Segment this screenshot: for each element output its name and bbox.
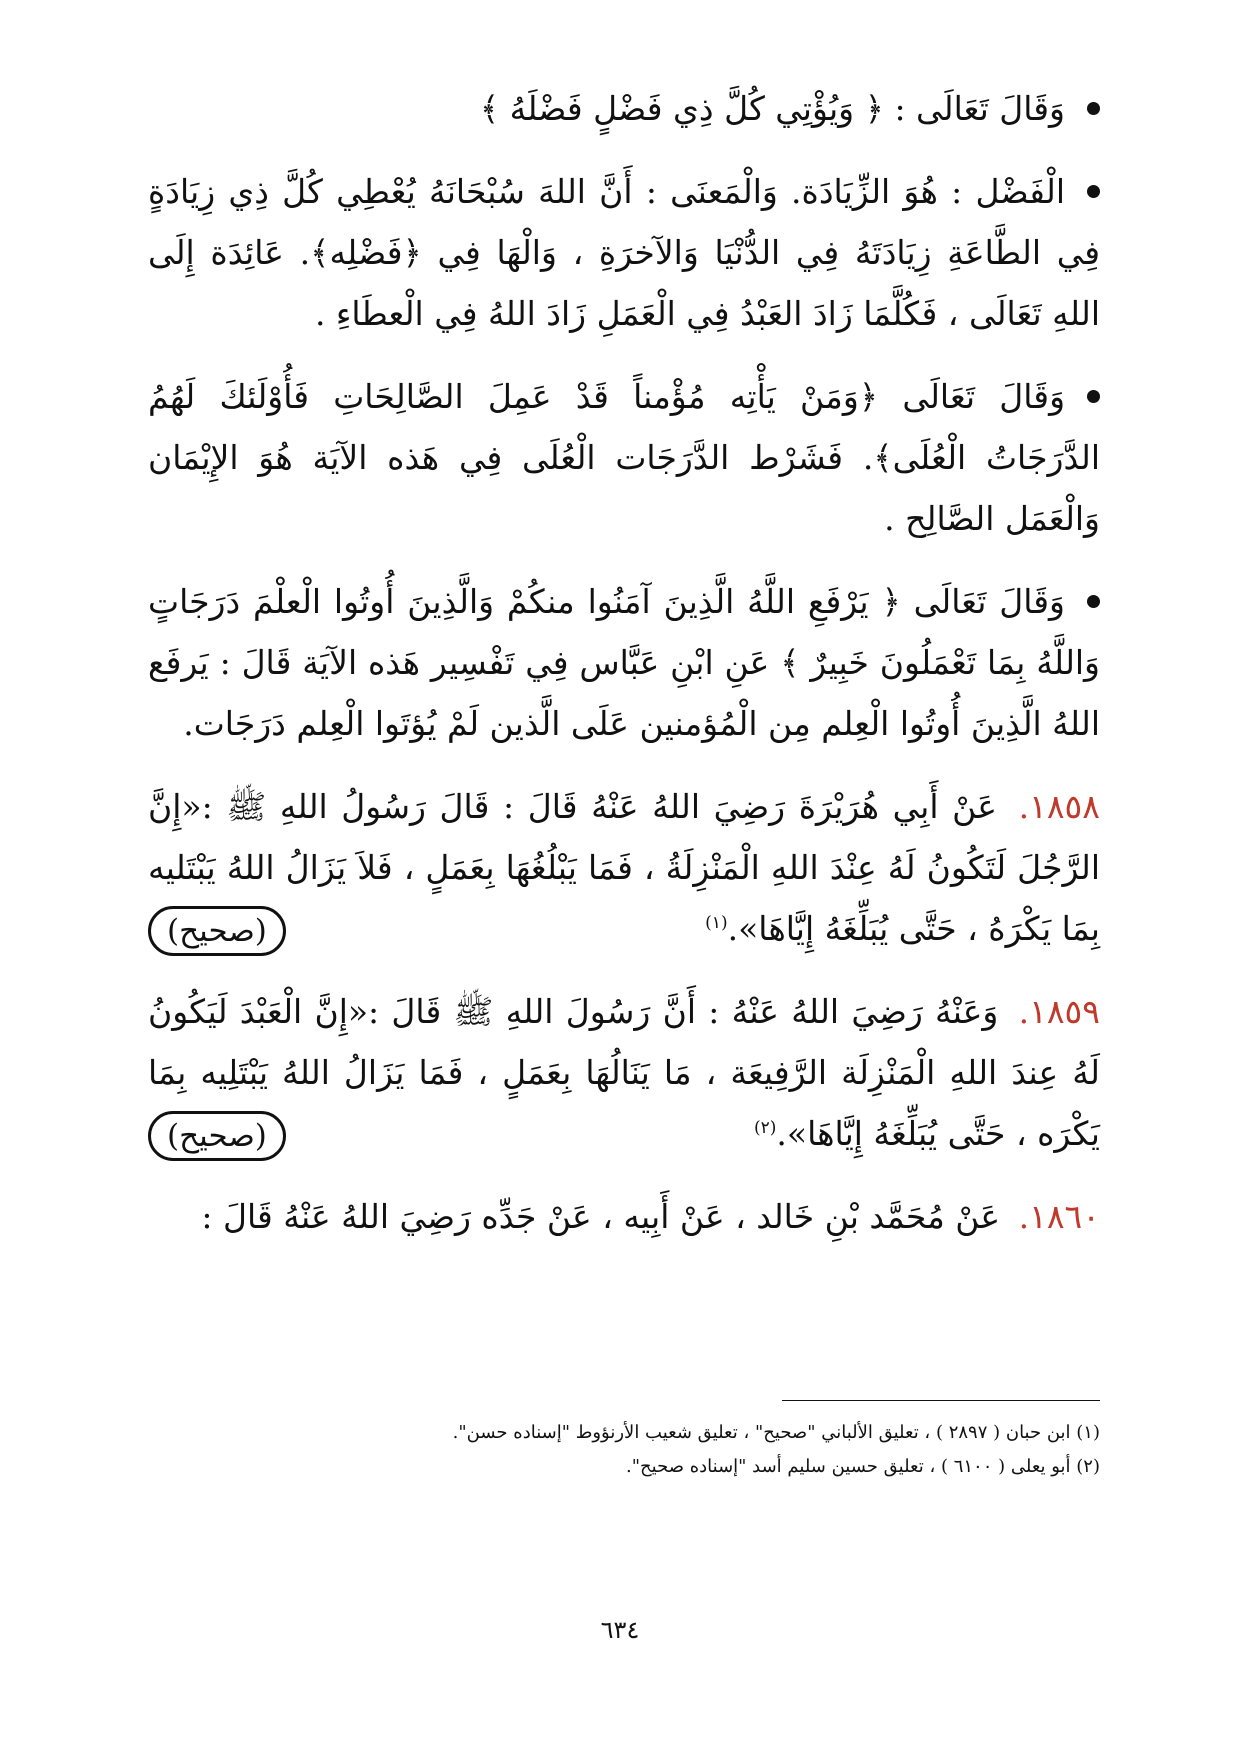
bullet-icon [1087,185,1100,198]
bullet-icon [1087,102,1100,115]
grade-badge: (صحيح) [148,906,286,956]
footnote-divider [782,1400,1100,1401]
hadith-1859 [148,981,1100,1164]
bullet-icon [1087,390,1100,403]
footnote-ref[interactable]: (١) [705,913,728,933]
page-number: ٦٣٤ [600,1616,640,1644]
bullet-paragraph [148,366,1100,549]
bullet-paragraph [148,571,1100,754]
grade-badge: (صحيح) [148,1111,286,1161]
bullet-paragraph [148,78,1100,139]
footnote-ref[interactable]: (٢) [753,1118,777,1138]
hadith-number: ١٨٥٨. [1018,787,1100,826]
footnote-item: (٢) أبو يعلى ( ٦١٠٠ ) ، تعليق حسين سليم أسد "إسناده صحيح". [626,1456,1100,1477]
paragraph-text: وَقَالَ تَعَالَى : ﴿ وَيُؤْتِي كُلَّ ذِي فَضْلٍ فَضْلَهُ ﴾ [479,89,1065,128]
page-body [148,78,1100,1269]
footnotes [148,1416,1100,1484]
paragraph-text: وَقَالَ تَعَالَى ﴿ يَرْفَعِ اللَّهُ الَّذِينَ آمَنُوا منكُمْ وَالَّذِينَ أُوتُوا الْعلْمَ دَرَجَاتٍ وَاللَّهُ بِمَا تَعْمَلُونَ خَبِيرٌ ﴾ عَنِ ابْنِ عَبَّاس فِي تَفْسِير هَذه الآيَة قَالَ : يَرفَع اللهُ الَّذِينَ أُوتُوا الْعِلم مِن الْمُؤمنين عَلَى الَّذين لَمْ يُؤتَوا الْعِلم دَرَجَات. [148,582,1100,743]
paragraph-text: وَقَالَ تَعَالَى ﴿وَمَنْ يَأْتِه مُؤْمناً قَدْ عَمِلَ الصَّالِحَاتِ فَأُوْلَئكَ لَهُمُ الدَّرَجَاتُ الْعُلَى﴾. فَشَرْط الدَّرَجَات الْعُلَى فِي هَذه الآيَة هُوَ الإِيْمَان وَالْعَمَل الصَّالِح . [148,377,1100,538]
hadith-1860 [148,1186,1100,1247]
hadith-number: ١٨٦٠. [1018,1197,1100,1236]
hadith-text: عَنْ أَبِي هُرَيْرَةَ رَضِيَ اللهُ عَنْهُ قَالَ : قَالَ رَسُولُ اللهِ ﷺ :«إِنَّ الرَّجُلَ لَتَكُونُ لَهُ عِنْدَ اللهِ الْمَنْزِلَةُ ، فَمَا يَبْلُغُهَا بِعَمَلٍ ، فَلاَ يَزَالُ اللهُ يَبْتَليه بِمَا يَكْرَهُ ، حَتَّى يُبَلِّغَهُ إِيَّاهَا». [148,787,1100,948]
hadith-number: ١٨٥٩. [1018,992,1100,1031]
hadith-1858 [148,776,1100,959]
footnote-item: (١) ابن حبان ( ٢٨٩٧ ) ، تعليق الألباني "صحيح" ، تعليق شعيب الأرنؤوط "إسناده حسن". [452,1422,1100,1443]
bullet-paragraph [148,161,1100,344]
bullet-icon [1087,595,1100,608]
hadith-text: وَعَنْهُ رَضِيَ اللهُ عَنْهُ : أَنَّ رَسُولَ اللهِ ﷺ قَالَ :«إِنَّ الْعَبْدَ لَيَكُونُ لَهُ عِندَ اللهِ الْمَنْزِلَة الرَّفِيعَة ، مَا يَنَالُهَا بِعَمَلٍ ، فَمَا يَزَالُ اللهُ يَبْتَلِيه بِمَا يَكْرَه ، حَتَّى يُبَلِّغَهُ إِيَّاهَا». [148,992,1100,1153]
hadith-text: عَنْ مُحَمَّد بْنِ خَالد ، عَنْ أَبِيه ، عَنْ جَدِّه رَضِيَ اللهُ عَنْهُ قَالَ : [201,1197,1001,1236]
paragraph-text: الْفَضْل : هُوَ الزِّيَادَة. وَالْمَعنَى : أَنَّ اللهَ سُبْحَانَهُ يُعْطِي كُلَّ ذِي زِيَادَةٍ فِي الطَّاعَةِ زِيَادَتَهُ فِي الدُّنْيَا وَالآخرَةِ ، وَالْهَا فِي ﴿فَضْلِه﴾. عَائِدَة إِلَى اللهِ تَعَالَى ، فَكُلَّمَا زَادَ العَبْدُ فِي الْعَمَلِ زَادَ اللهُ فِي الْعطَاءِ . [148,172,1100,333]
